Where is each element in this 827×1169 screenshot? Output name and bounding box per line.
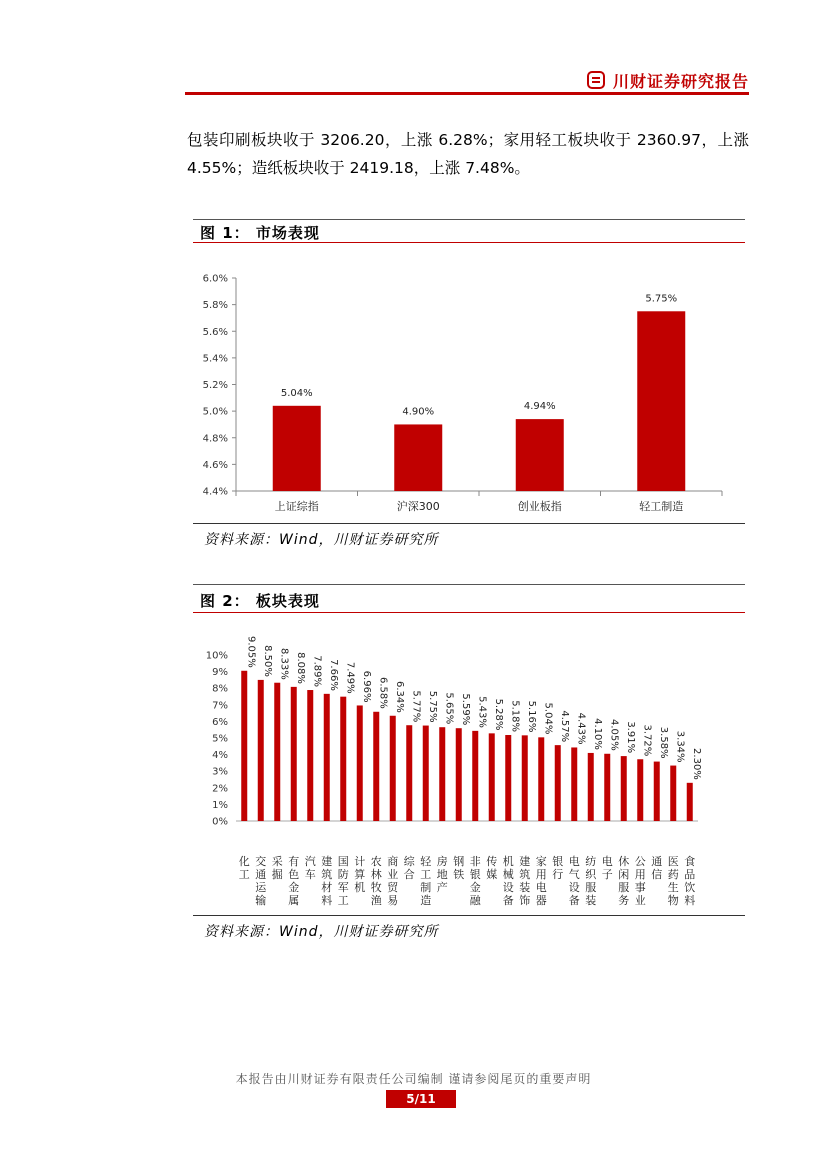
bar	[307, 690, 313, 821]
bar	[258, 680, 264, 821]
category-label: 综合	[403, 855, 415, 881]
y-tick-label: 6.0%	[202, 273, 228, 285]
y-tick-label: 4%	[212, 750, 228, 762]
data-label: 5.75%	[426, 690, 438, 723]
page-number: 5/11	[386, 1090, 456, 1108]
y-tick-label: 7%	[212, 700, 228, 712]
data-label: 4.05%	[608, 718, 620, 751]
data-label: 6.34%	[393, 680, 405, 713]
bar	[505, 735, 511, 821]
category-label: 农林牧渔	[370, 855, 382, 907]
y-tick-label: 10%	[205, 650, 228, 662]
y-tick-label: 6%	[212, 716, 228, 728]
y-tick-label: 8%	[212, 683, 228, 695]
bar	[439, 727, 445, 821]
category-label: 非银金融	[469, 855, 481, 907]
bar	[373, 712, 379, 821]
bar	[489, 733, 495, 821]
category-label: 纺织服装	[585, 855, 597, 907]
category-label: 建筑装饰	[519, 855, 531, 907]
category-label: 沪深300	[396, 500, 440, 513]
bar	[654, 762, 660, 821]
y-tick-label: 2%	[212, 783, 228, 795]
category-label: 银行	[552, 855, 564, 881]
bar	[687, 783, 693, 821]
category-label: 传媒	[486, 855, 498, 881]
y-tick-label: 5.6%	[202, 326, 228, 338]
data-label: 4.10%	[591, 718, 603, 750]
data-label: 5.28%	[492, 698, 504, 731]
category-label: 商业贸易	[387, 855, 399, 907]
category-label: 公用事业	[634, 855, 646, 907]
bar	[324, 694, 330, 821]
bar	[588, 753, 594, 821]
footer-disclaimer: 本报告由川财证券有限责任公司编制 谨请参阅尾页的重要声明	[235, 1072, 592, 1086]
bar	[637, 759, 643, 821]
data-label: 8.08%	[294, 652, 306, 684]
bar	[406, 725, 412, 821]
category-label: 计算机	[354, 855, 366, 894]
bar	[274, 683, 280, 821]
bar	[604, 754, 610, 821]
category-label: 食品饮料	[684, 855, 696, 907]
data-label: 3.58%	[657, 726, 669, 759]
data-label: 5.04%	[280, 387, 313, 399]
data-label: 6.96%	[360, 670, 372, 703]
data-label: 5.18%	[509, 700, 521, 733]
bar	[555, 745, 561, 821]
data-label: 8.33%	[278, 647, 290, 680]
data-label: 4.57%	[558, 710, 570, 743]
figure1-title: 图 1： 市场表现	[200, 224, 320, 242]
y-tick-label: 5.2%	[202, 380, 228, 391]
data-label: 5.43%	[476, 696, 488, 728]
y-tick-label: 5.8%	[202, 300, 228, 312]
bar	[390, 716, 396, 821]
data-label: 3.91%	[624, 721, 636, 754]
category-label: 休闲服务	[618, 855, 630, 907]
data-label: 5.59%	[459, 693, 471, 726]
data-label: 4.94%	[523, 401, 556, 413]
y-tick-label: 4.6%	[202, 459, 228, 471]
bar	[670, 766, 676, 821]
figure1-source: 资料来源：Wind，川财证券研究所	[204, 532, 439, 548]
data-label: 5.04%	[542, 702, 554, 735]
data-label: 9.05%	[245, 635, 257, 668]
y-tick-label: 4.4%	[202, 486, 228, 498]
data-label: 4.43%	[575, 712, 587, 745]
data-label: 7.66%	[327, 659, 339, 691]
bar	[571, 747, 577, 821]
data-label: 6.58%	[377, 676, 389, 709]
figure2-bottom-rule	[193, 915, 745, 916]
data-label: 8.50%	[261, 645, 273, 677]
data-label: 5.77%	[410, 690, 422, 723]
y-tick-label: 0%	[212, 816, 228, 828]
data-label: 7.49%	[344, 661, 356, 694]
body-paragraph: 包装印刷板块收于 3206.20，上涨 6.28%；家用轻工板块收于 2360.97，上涨 4.55%；造纸板块收于 2419.18，上涨 7.48%。	[187, 131, 749, 177]
y-tick-label: 9%	[212, 667, 228, 679]
category-label: 建筑材料	[321, 855, 333, 907]
bar	[291, 687, 297, 821]
bar	[621, 756, 627, 821]
y-tick-label: 5.0%	[202, 406, 228, 418]
category-label: 通信	[651, 855, 663, 881]
brand-title: 川财证券研究报告	[612, 71, 749, 91]
category-label: 家用电器	[535, 855, 547, 907]
category-label: 有色金属	[288, 855, 300, 907]
y-tick-label: 1%	[212, 799, 228, 811]
y-tick-label: 3%	[212, 766, 228, 778]
category-label: 机械设备	[502, 855, 514, 907]
bar	[522, 735, 528, 821]
data-label: 7.89%	[311, 655, 323, 688]
bar	[456, 728, 462, 821]
bar	[423, 726, 429, 821]
bar	[241, 671, 247, 821]
category-label: 创业板指	[517, 500, 562, 513]
category-label: 钢铁	[453, 855, 465, 881]
figure2-source: 资料来源：Wind，川财证券研究所	[204, 924, 439, 940]
category-label: 电子	[601, 855, 613, 881]
data-label: 3.34%	[674, 730, 686, 763]
y-tick-label: 5.4%	[202, 353, 228, 365]
bar	[357, 705, 363, 821]
category-label: 医药生物	[667, 855, 679, 907]
category-label: 房地产	[436, 855, 448, 894]
data-label: 5.16%	[525, 700, 537, 733]
data-label: 2.30%	[690, 748, 702, 780]
y-tick-label: 4.8%	[202, 433, 228, 445]
y-tick-label: 5%	[212, 733, 228, 745]
category-label: 电气设备	[568, 855, 580, 907]
data-label: 5.65%	[443, 692, 455, 725]
bar	[472, 731, 478, 821]
data-label: 5.75%	[645, 293, 678, 305]
figure2-title: 图 2： 板块表现	[200, 592, 320, 610]
bar	[340, 697, 346, 821]
data-label: 3.72%	[641, 724, 653, 757]
category-label: 化工	[238, 855, 250, 881]
category-label: 交通运输	[255, 855, 267, 907]
data-label: 4.90%	[402, 406, 435, 418]
category-label: 国防军工	[337, 855, 349, 907]
category-label: 轻工制造	[639, 500, 684, 513]
category-label: 采掘	[271, 855, 283, 881]
category-label: 轻工制造	[420, 855, 432, 907]
category-label: 汽车	[304, 855, 316, 881]
bar	[538, 737, 544, 821]
category-label: 上证综指	[274, 500, 319, 513]
